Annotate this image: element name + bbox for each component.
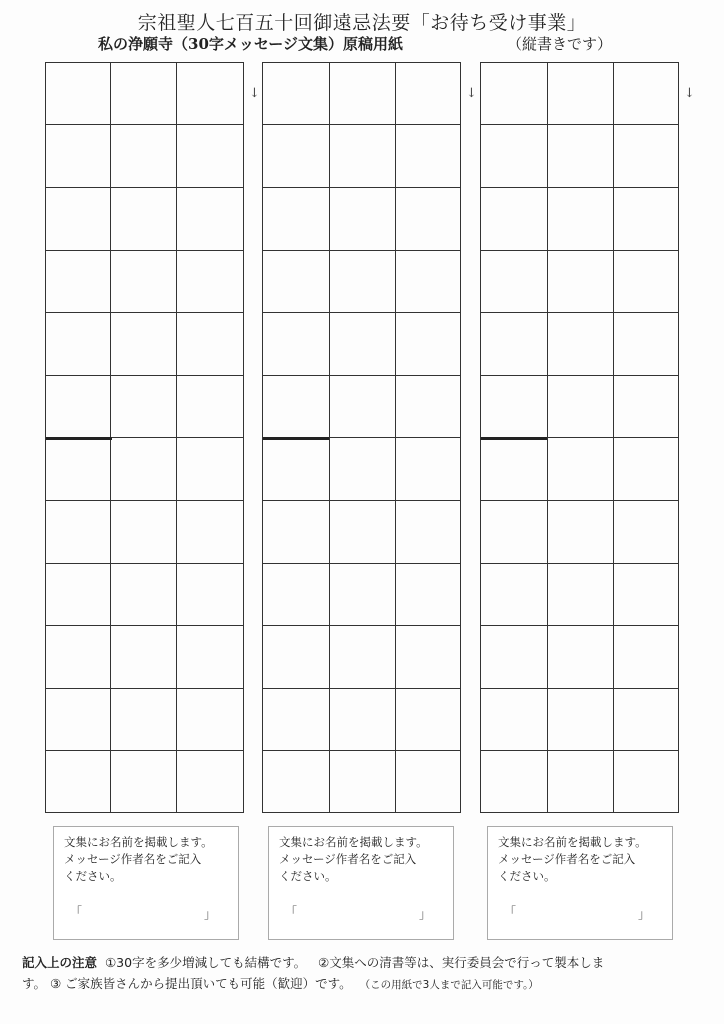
manuscript-grid-1[interactable] xyxy=(45,62,244,813)
writing-direction-arrow-icon: ↓ xyxy=(684,86,695,101)
manuscript-grid-3[interactable] xyxy=(480,62,679,813)
note-item-2: ②文集への清書等は、実行委員会で行って製本しま xyxy=(318,955,605,970)
note-item-3: ③ ご家族皆さんから提出頂いても可能（歓迎）です。 xyxy=(50,976,352,991)
name-box-line: 文集にお名前を掲載します。 xyxy=(498,835,647,849)
name-separator-line xyxy=(263,437,329,440)
name-box-line: メッセージ作者名をご記入 xyxy=(64,852,202,866)
name-box-line: ください。 xyxy=(64,869,122,883)
name-box-line: ください。 xyxy=(498,869,556,883)
name-bracket-close: 」 xyxy=(637,907,650,921)
name-bracket-open: 「 xyxy=(285,905,298,919)
note-item-2-continued: す。 xyxy=(22,976,47,991)
name-separator-line xyxy=(46,437,112,440)
name-box-line: 文集にお名前を掲載します。 xyxy=(64,835,213,849)
name-bracket-open: 「 xyxy=(70,905,83,919)
document-subtitle: 私の浄願寺（30字メッセージ文集）原稿用紙 xyxy=(98,35,403,53)
writing-direction-arrow-icon: ↓ xyxy=(249,86,260,101)
name-bracket-close: 」 xyxy=(203,907,216,921)
author-name-box-2[interactable] xyxy=(268,826,454,940)
name-separator-line xyxy=(481,437,547,440)
note-item-1: ①30字を多少増減しても結構です。 xyxy=(104,955,307,970)
writing-direction-arrow-icon: ↓ xyxy=(466,86,477,101)
author-name-box-3[interactable] xyxy=(487,826,673,940)
name-bracket-close: 」 xyxy=(418,907,431,921)
name-box-line: メッセージ作者名をご記入 xyxy=(498,852,636,866)
document-title: 宗祖聖人七百五十回御遠忌法要「お待ち受け事業」 xyxy=(137,12,587,34)
vertical-writing-note: （縦書きです） xyxy=(507,35,613,53)
name-box-line: メッセージ作者名をご記入 xyxy=(279,852,417,866)
manuscript-grid-2[interactable] xyxy=(262,62,461,813)
name-box-line: ください。 xyxy=(279,869,337,883)
name-box-line: 文集にお名前を掲載します。 xyxy=(279,835,428,849)
note-item-3-remark: （この用紙で3人まで記入可能です。） xyxy=(359,979,539,991)
entry-notes xyxy=(22,952,712,996)
name-bracket-open: 「 xyxy=(504,905,517,919)
notes-heading: 記入上の注意 xyxy=(22,955,98,970)
author-name-box-1[interactable] xyxy=(53,826,239,940)
